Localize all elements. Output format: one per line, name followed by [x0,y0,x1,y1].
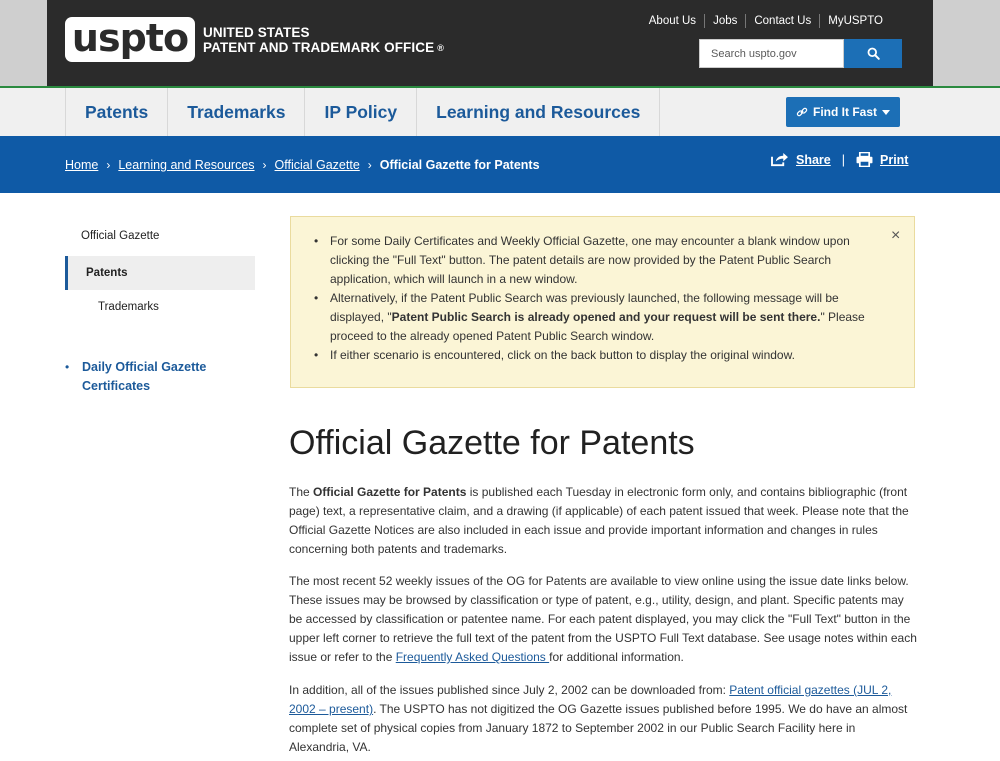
breadcrumb-learning-resources[interactable]: Learning and Resources [118,158,255,172]
p3-end: . The USPTO has not digitized the OG Gazette issues published before 1995. We do have an almost complete set of physical copies from January 1872 to September 2002 in our Public Search Facility here in Alexandria, VA. [289,702,908,754]
p1-bold: Official Gazette for Patents [313,485,467,499]
alert-item: • For some Daily Certificates and Weekly Official Gazette, one may encounter a blank window upon clicking the "Full Text" button. The patent details are now provided by the Patent Public Search application, which will launch in a new window. [314,232,884,289]
tools-divider: | [841,152,845,167]
breadcrumb [65,158,540,172]
intro-paragraph [289,483,917,559]
nav-trademarks[interactable]: Trademarks [167,88,304,136]
sidebar-item-patents[interactable]: Patents [65,256,255,290]
about-us-link[interactable]: About Us [648,15,697,27]
myuspto-link[interactable]: MyUSPTO [819,14,891,28]
link-icon [796,106,808,118]
patent-gazettes-link[interactable]: Patent official gazettes (JUL 2, 2002 – present) [289,683,892,716]
breadcrumb-official-gazette[interactable]: Official Gazette [274,158,360,172]
p3-text: In addition, all of the issues published since July 2, 2002 can be downloaded from: [289,683,730,697]
p1-prefix: The [289,485,314,499]
daily-og-certificates-link[interactable]: Daily Official Gazette Certificates [82,360,207,393]
registered-mark: ® [437,42,444,53]
agency-line-2: PATENT AND TRADEMARK OFFICE [203,40,435,55]
alert-item-text-end: " Please proceed to the already opened Patent Public Search window. [330,310,865,343]
chevron-right-icon: › [106,158,111,172]
notice-alert [290,216,915,388]
sidebar-item-official-gazette[interactable]: Official Gazette [81,230,160,242]
print-label: Print [880,152,909,167]
alert-bold-message: Patent Public Search is already opened and your request will be sent there. [391,310,821,324]
chevron-right-icon: › [262,158,267,172]
search-icon [867,47,880,60]
utility-nav [641,14,891,28]
site-header [0,0,1000,86]
page-title: Official Gazette for Patents [289,424,695,462]
alert-item: • If either scenario is encountered, click on the back button to display the original window. [314,346,884,365]
bullet-icon: • [65,360,70,374]
nav-patents[interactable]: Patents [65,88,167,136]
find-it-fast-label: Find It Fast [813,105,877,119]
issues-paragraph [289,572,917,667]
downloads-paragraph [289,681,917,757]
alert-item-text: Alternatively, if the Patent Public Search was previously launched, the following message will be displayed, " [330,291,839,324]
uspto-logo[interactable] [65,17,195,62]
print-icon [856,152,873,167]
search-input[interactable] [699,39,844,68]
alert-item [314,289,884,346]
share-icon [770,152,789,167]
breadcrumb-home[interactable]: Home [65,158,99,172]
breadcrumb-current: Official Gazette for Patents [379,158,540,172]
agency-name [203,25,444,56]
p1-text: is published each Tuesday in electronic form only, and contains bibliographic (front page) text, a representative claim, and a drawing (if applicable) of each patent issued that week. Please note that the Official Gazette Notices are also included in each issue and provide important information and changes in rules concerning both patents and trademarks. [289,485,909,556]
search-button[interactable] [844,39,902,68]
agency-line-1: UNITED STATES [203,25,310,40]
p2-text: The most recent 52 weekly issues of the OG for Patents are available to view online using the issue date links below. These issues may be browsed by classification or type of patent, e.g., utility, design, and plant. Specific patents may be accessed by classification or patentee name. For each patent displayed, you may click the "Full Text" button in the upper left corner to retrieve the full text of the patent from the USPTO Full Text database. See usage notes within each issue or refer to the [289,574,917,664]
p2-end: for additional information. [549,650,684,664]
jobs-link[interactable]: Jobs [704,14,745,28]
breadcrumb-bar [0,136,1000,193]
print-link[interactable] [856,152,908,167]
sidebar-related-link [65,358,255,396]
main-nav [0,86,1000,136]
share-link[interactable] [770,152,831,167]
share-print-tools [770,152,908,167]
close-icon[interactable]: × [891,227,901,244]
chevron-right-icon: › [367,158,372,172]
alert-list [314,232,884,365]
nav-learning-resources[interactable]: Learning and Resources [416,88,660,136]
search-form [699,39,902,68]
find-it-fast-button[interactable] [786,97,900,127]
faq-link[interactable]: Frequently Asked Questions [395,650,550,664]
sidebar-item-trademarks[interactable]: Trademarks [98,301,159,313]
nav-ip-policy[interactable]: IP Policy [304,88,416,136]
caret-down-icon [882,110,890,115]
sidebar-nav [65,220,255,393]
share-label: Share [796,152,831,167]
contact-us-link[interactable]: Contact Us [745,14,819,28]
logo-text: uspto [71,15,189,60]
